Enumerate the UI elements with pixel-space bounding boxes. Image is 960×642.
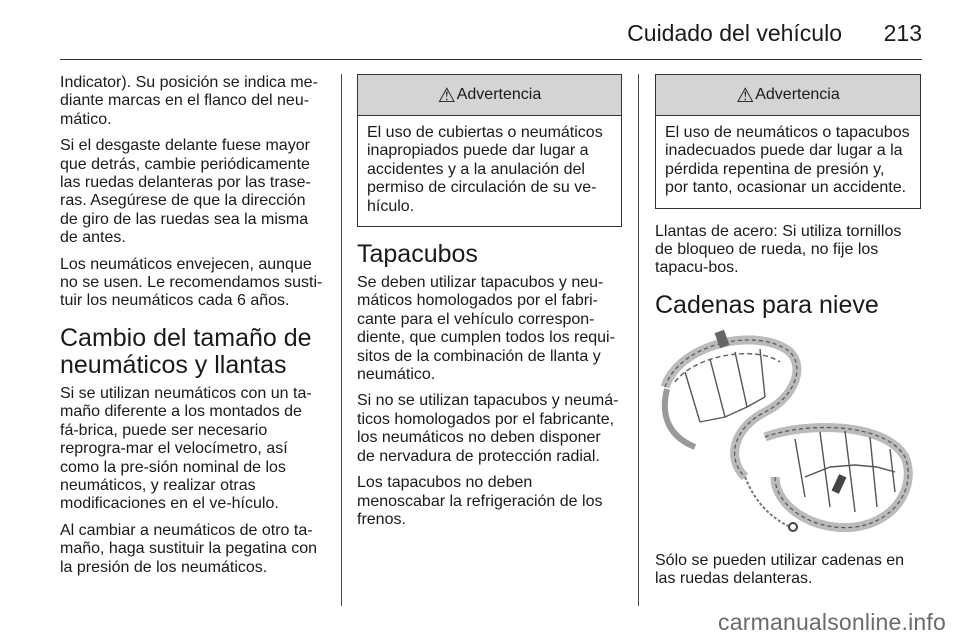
column-3 [655,74,921,597]
paragraph: Llantas de acero: Si utiliza tornillos de bloqueo de rueda, no fije los tapacu-bos. [655,222,902,277]
section-heading-snow-chains: Cadenas para nieve [655,290,879,319]
paragraph: Si el desgaste delante fuese mayor que detrás, cambie periódicamente las ruedas delanteras por las trase-ras. Asegúrese de que la dirección de giro de las ruedas sea la misma de antes. [60,137,311,247]
warning-text: El uso de cubiertas o neumáticos inapropiados puede dar lugar a accidentes y a la anulación del permiso de circulación de su ve-hículo. [367,124,603,215]
paragraph: Sólo se pueden utilizar cadenas en las ruedas delanteras. [655,551,905,588]
page-header [60,20,922,60]
column-divider-1 [341,74,342,606]
column-divider-2 [638,74,639,606]
paragraph: Los neumáticos envejecen, aunque no se usen. Le recomendamos susti-tuir los neumáticos cada 6 años. [60,255,323,310]
warning-header [358,75,621,116]
paragraph: Si se utilizan neumáticos con un ta-maño diferente a los montados de fá-brica, puede ser necesario reprogra-mar el velocímetro, así como la pre-sión nominal de los neumáticos, y realizar otras modificaciones en el ve-hículo. [60,384,312,513]
warning-box [655,74,921,209]
header-rule [60,59,922,60]
page-number: 213 [883,20,922,46]
paragraph: Indicator). Su posición se indica me-diante marcas en el flanco del neu-mático. [60,74,318,128]
paragraph: Los tapacubos no deben menoscabar la refrigeración de los frenos. [357,474,603,528]
snow-chains-illustration [655,327,917,535]
warning-text: El uso de neumáticos o tapacubos inadecuados puede dar lugar a la pérdida repentina de presión y, por tanto, ocasionar un accidente. [665,124,910,197]
column-1 [60,74,324,585]
warning-triangle-icon: ⚠ [736,84,755,107]
paragraph: Si no se utilizan tapacubos y neumá-ticos homologados por el fabricante, los neumáticos no deben disponer de nervadura de protección radial. [357,392,619,465]
page-header-title: Cuidado del vehículo [627,20,842,46]
column-2 [357,74,622,537]
warning-title: Advertencia [456,86,542,103]
warning-title: Advertencia [755,86,840,103]
warning-box [357,74,622,227]
watermark: carmanualsonline.info [718,609,946,635]
warning-triangle-icon: ⚠ [437,84,456,107]
section-heading-hubcaps: Tapacubos [357,240,478,269]
paragraph: Se deben utilizar tapacubos y neu-máticos homologados por el fabri-cante para el vehículo correspon-diente, que cumplen todos los requi-sitos de la combinación de llanta y neumático. [357,274,615,384]
warning-header [656,75,920,116]
section-heading-tire-size: Cambio del tamaño de neumáticos y llantas [60,323,312,379]
paragraph: Al cambiar a neumáticos de otro ta-maño, haga sustituir la pegatina con la presión de los neumáticos. [60,521,318,576]
